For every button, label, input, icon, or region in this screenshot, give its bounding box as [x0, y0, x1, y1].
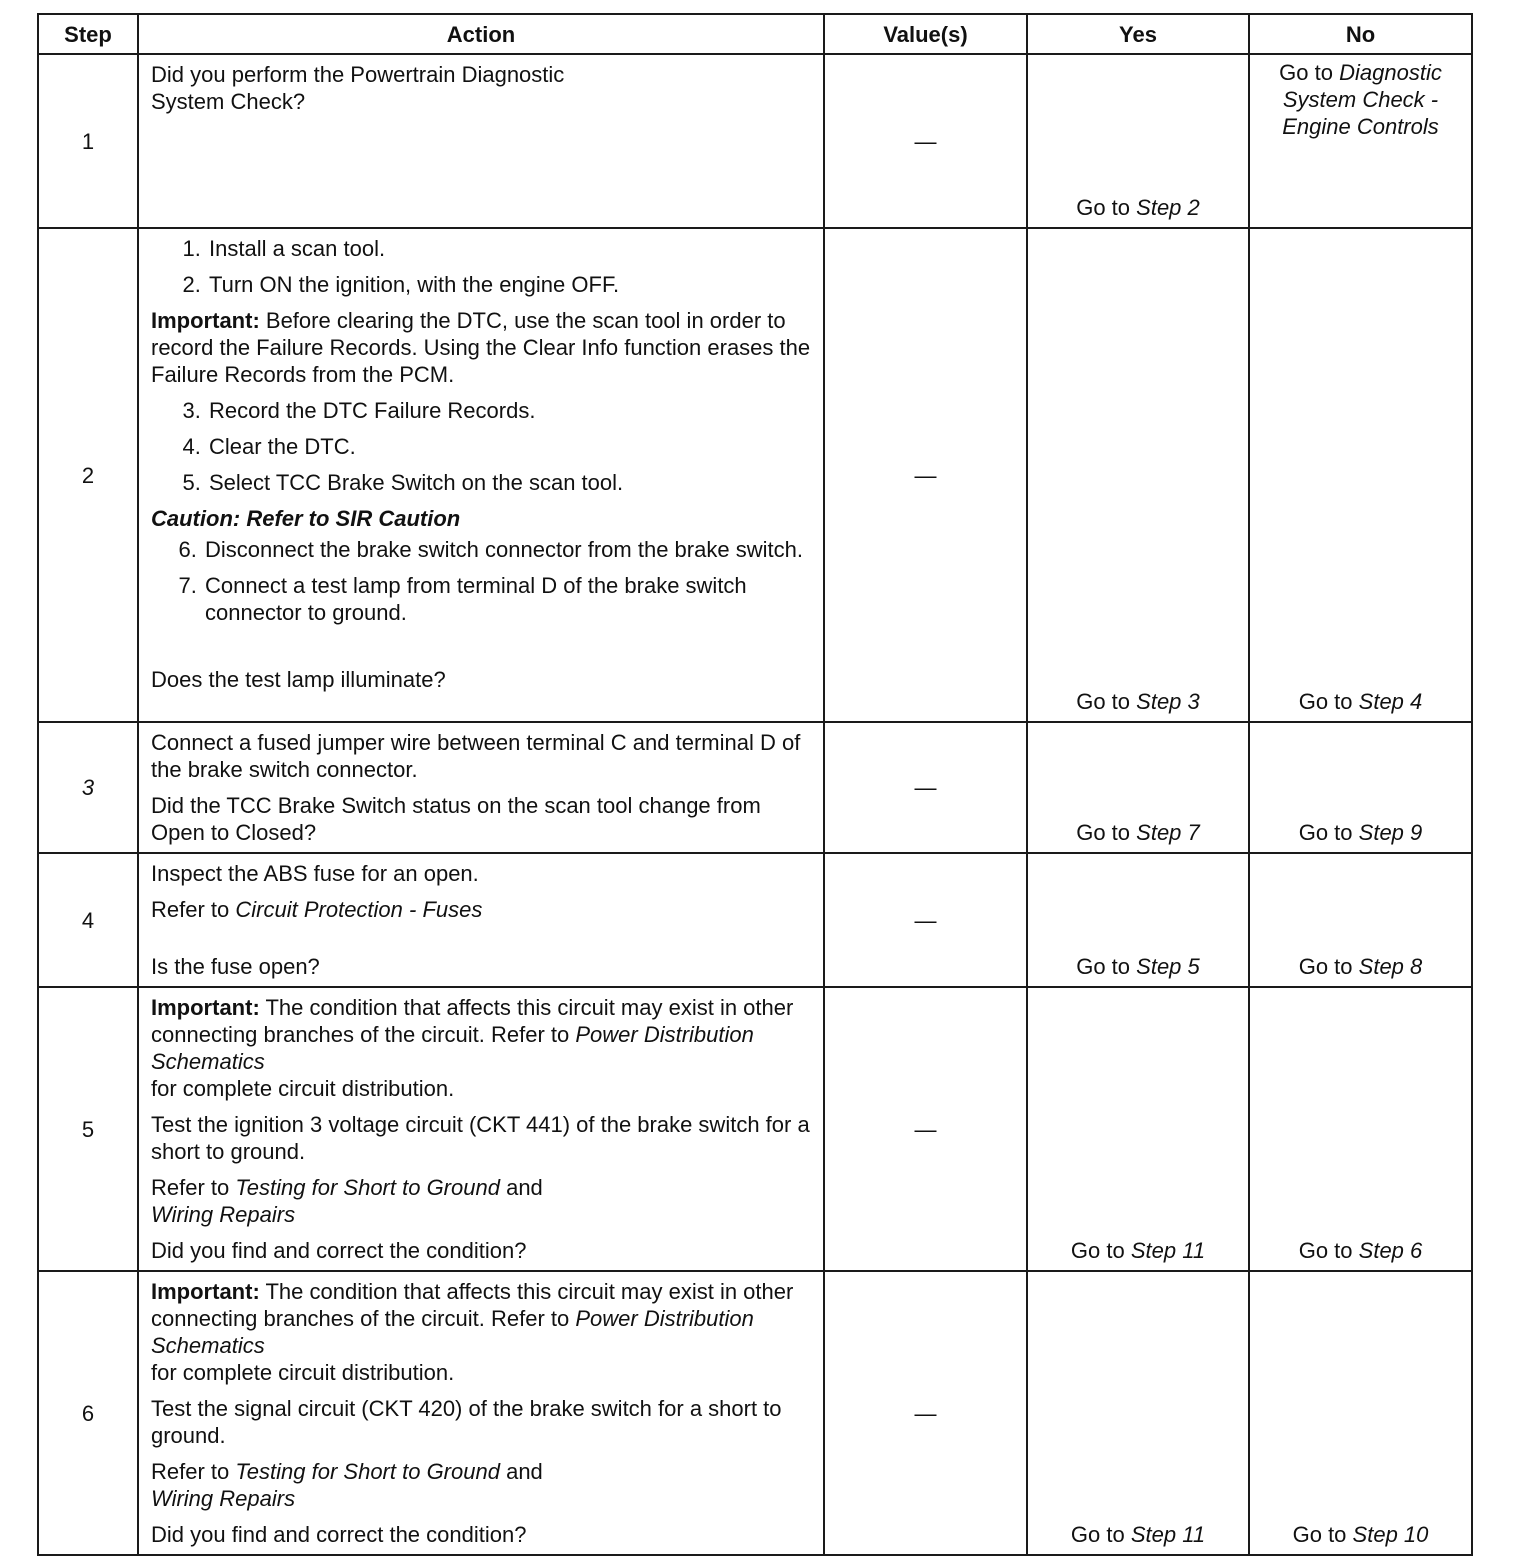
action-question: Did the TCC Brake Switch status on the scan tool change from Open to Closed? [151, 793, 761, 845]
no-link[interactable]: Step 4 [1358, 689, 1423, 714]
yes-link[interactable]: Step 2 [1136, 195, 1200, 220]
action-cell [138, 987, 824, 1271]
yes-cell [1027, 853, 1249, 987]
important-note: Important: Before clearing the DTC, use the scan tool in order to record the Failure Records. Using the Clear Info function erases the Failure Records from the PCM. [151, 308, 811, 387]
no-goto[interactable]: Go to Step 9 [1298, 820, 1423, 845]
yes-link[interactable]: Step 7 [1136, 820, 1200, 845]
table-row [38, 228, 1472, 722]
action-text: Test the signal circuit (CKT 420) of the brake switch for a short to ground. [151, 1396, 782, 1448]
refer-link[interactable]: Wiring Repairs [151, 1486, 296, 1511]
action-list-c [151, 536, 813, 626]
table-row [38, 987, 1472, 1271]
yes-cell [1027, 987, 1249, 1271]
header-values: Value(s) [824, 14, 1027, 54]
list-item: 1. Install a scan tool. [207, 235, 813, 262]
action-cell [138, 228, 824, 722]
no-cell [1249, 987, 1472, 1271]
yes-cell [1027, 54, 1249, 228]
action-question: Does the test lamp illuminate? [151, 667, 446, 692]
no-goto[interactable]: Go to Step 8 [1298, 954, 1423, 979]
header-yes: Yes [1027, 14, 1249, 54]
no-goto[interactable]: Go to Step 10 [1292, 1522, 1429, 1547]
yes-goto[interactable]: Go to Step 11 [1070, 1522, 1206, 1547]
yes-cell [1027, 228, 1249, 722]
value-cell: — [824, 987, 1027, 1271]
list-item: 3. Record the DTC Failure Records. [207, 397, 813, 424]
action-list-a [151, 235, 813, 298]
list-item: 2. Turn ON the ignition, with the engine OFF. [207, 271, 813, 298]
step-number: 1 [38, 54, 138, 228]
action-cell [138, 54, 824, 228]
no-cell [1249, 54, 1472, 228]
list-item: 6. Disconnect the brake switch connector from the brake switch. [203, 536, 813, 563]
yes-link[interactable]: Step 11 [1130, 1238, 1206, 1263]
no-goto[interactable]: Go to Step 4 [1298, 689, 1423, 714]
yes-cell [1027, 722, 1249, 853]
list-item: 4. Clear the DTC. [207, 433, 813, 460]
action-text: Did you perform the Powertrain Diagnostic System Check? [151, 62, 565, 114]
action-question: Did you find and correct the condition? [151, 1238, 527, 1263]
refer-link[interactable]: Testing for Short to Ground [235, 1175, 500, 1200]
header-step: Step [38, 14, 138, 54]
value-cell: — [824, 853, 1027, 987]
no-cell [1249, 722, 1472, 853]
value-cell: — [824, 1271, 1027, 1555]
list-item: 5. Select TCC Brake Switch on the scan tool. [207, 469, 813, 496]
step-number: 2 [38, 228, 138, 722]
refer-line: Refer to Testing for Short to Ground and Wiring Repairs [151, 1459, 543, 1511]
action-cell [138, 853, 824, 987]
list-item: 7. Connect a test lamp from terminal D of the brake switch connector to ground. [203, 572, 813, 626]
caution-note: Caution: Refer to SIR Caution [151, 506, 461, 531]
refer-link[interactable]: Circuit Protection - Fuses [235, 897, 483, 922]
yes-goto[interactable]: Go to Step 3 [1076, 689, 1200, 714]
no-goto[interactable]: Go to Diagnostic System Check - Engine Controls [1279, 60, 1442, 139]
action-cell [138, 1271, 824, 1555]
value-cell: — [824, 722, 1027, 853]
table-row [38, 853, 1472, 987]
important-link[interactable]: Power Distribution Schematics [151, 1306, 754, 1358]
header-row [38, 14, 1472, 54]
action-question: Did you find and correct the condition? [151, 1522, 527, 1547]
important-link[interactable]: Power Distribution Schematics [151, 1022, 754, 1074]
header-no: No [1249, 14, 1472, 54]
value-cell: — [824, 54, 1027, 228]
no-link[interactable]: Step 8 [1358, 954, 1423, 979]
yes-link[interactable]: Step 11 [1130, 1522, 1206, 1547]
step-number: 4 [38, 853, 138, 987]
refer-link[interactable]: Wiring Repairs [151, 1202, 296, 1227]
no-cell [1249, 1271, 1472, 1555]
no-cell [1249, 228, 1472, 722]
action-question: Is the fuse open? [151, 954, 320, 979]
yes-goto[interactable]: Go to Step 5 [1076, 954, 1200, 979]
action-text: Test the ignition 3 voltage circuit (CKT 441) of the brake switch for a short to ground. [151, 1112, 810, 1164]
no-goto[interactable]: Go to Step 6 [1298, 1238, 1423, 1263]
no-link[interactable]: Step 6 [1358, 1238, 1423, 1263]
no-link[interactable]: Step 9 [1358, 820, 1423, 845]
table-row [38, 1271, 1472, 1555]
yes-link[interactable]: Step 5 [1136, 954, 1200, 979]
header-action: Action [138, 14, 824, 54]
step-number: 6 [38, 1271, 138, 1555]
action-text: Inspect the ABS fuse for an open. [151, 861, 479, 886]
yes-goto[interactable]: Go to Step 7 [1076, 820, 1200, 845]
action-cell [138, 722, 824, 853]
action-list-b [151, 397, 813, 496]
step-number: 3 [38, 722, 138, 853]
important-note: Important: The condition that affects this circuit may exist in other connecting branches of the circuit. Refer to Power Distribution Schematics for complete circuit distribution. [151, 1279, 794, 1385]
value-cell: — [824, 228, 1027, 722]
yes-goto[interactable]: Go to Step 2 [1076, 195, 1200, 220]
no-link[interactable]: Diagnostic System Check - Engine Controls [1282, 60, 1442, 139]
refer-link[interactable]: Testing for Short to Ground [235, 1459, 500, 1484]
table-row [38, 722, 1472, 853]
no-link[interactable]: Step 10 [1352, 1522, 1429, 1547]
step-number: 5 [38, 987, 138, 1271]
diagnostic-table [37, 13, 1473, 1556]
refer-line: Refer to Testing for Short to Ground and Wiring Repairs [151, 1175, 543, 1227]
yes-goto[interactable]: Go to Step 11 [1070, 1238, 1206, 1263]
table-row [38, 54, 1472, 228]
yes-link[interactable]: Step 3 [1136, 689, 1200, 714]
refer-line: Refer to Circuit Protection - Fuses [151, 897, 483, 922]
yes-cell [1027, 1271, 1249, 1555]
action-text: Connect a fused jumper wire between terminal C and terminal D of the brake switch connector. [151, 730, 801, 782]
no-cell [1249, 853, 1472, 987]
important-note: Important: The condition that affects this circuit may exist in other connecting branches of the circuit. Refer to Power Distribution Schematics for complete circuit distribution. [151, 995, 794, 1101]
